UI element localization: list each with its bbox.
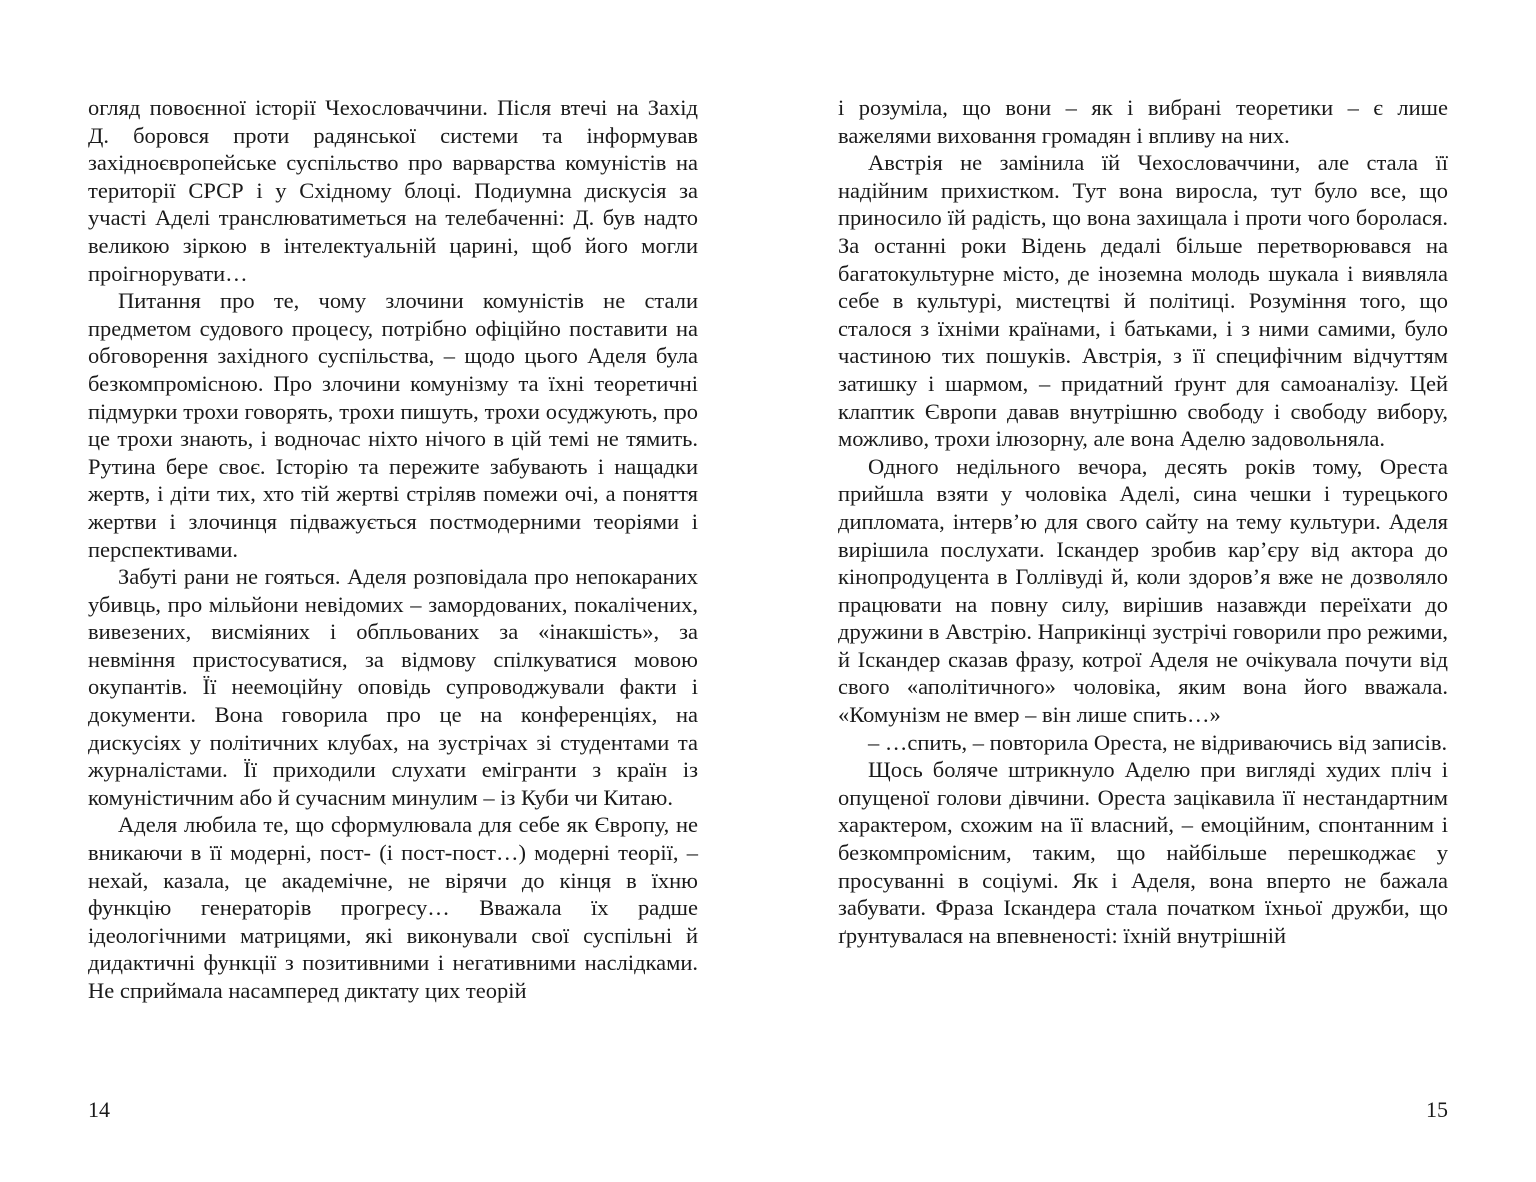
right-page-text [838, 94, 1448, 949]
right-paragraph-5: Щось боляче штрикнуло Аделю при вигляді худих пліч і опущеної голови дівчини. Ореста зацікавила її нестандартним характером, схожим на її власний, – емоційним, спонтанним і безкомпромісним, таким, що найбільше перешкоджає у просуванні в соціумі. Як і Аделя, вона вперто не бажала забувати. Фраза Іскандера стала початком їхньої дружби, що ґрунтувалася на впевненості: їхній внутрішній [838, 757, 1448, 948]
left-paragraph-2: Питання про те, чому злочини комуністів не стали предметом судового процесу, потрібно офіційно поставити на обговорення західного суспільства, – щодо цього Аделя була безкомпромісною. Про злочини комунізму та їхні теоретичні підмурки трохи говорять, трохи пишуть, трохи осуджують, про це трохи знають, і водночас ніхто нічого в цій темі не тямить. Рутина бере своє. Історію та пережите забувають і нащадки жертв, і діти тих, хто тій жертві стріляв помежи очі, а поняття жертви і злочинця підважується постмодерними теоріями і перспективами. [88, 288, 698, 562]
left-paragraph-1: огляд повоєнної історії Чехословаччини. Після втечі на Захід Д. боровся проти радянської системи та інформував західноєвропейське суспільство про варварства комуністів на території СРСР і у Східному блоці. Подиумна дискусія за участі Аделі транслюватиметься на телебаченні: Д. був надто великою зіркою в інтелектуальній царині, щоб його могли проігнорувати… [88, 95, 698, 286]
left-page-number: 14 [88, 1097, 110, 1122]
left-page-text [88, 94, 698, 1005]
left-paragraph-4: Аделя любила те, що сформулювала для себе як Європу, не вникаючи в її модерні, пост- (і пост-пост…) модерні теорії, – нехай, казала, це академічне, не вірячи до кінця в їхню функцію генераторів прогресу… Вважала їх радше ідеологічними матрицями, які виконували свої суспільні й дидактичні функції з позитивними і негативними наслідками. Не сприймала насамперед диктату цих теорій [88, 812, 698, 1003]
right-paragraph-1: і розуміла, що вони – як і вибрані теоретики – є лише важелями виховання громадян і впливу на них. [838, 95, 1448, 148]
right-paragraph-3: Одного недільного вечора, десять років тому, Ореста прийшла взяти у чоловіка Аделі, сина чешки і турецького дипломата, інтерв’ю для свого сайту на тему культури. Аделя вирішила послухати. Іскандер зробив кар’єру від актора до кінопродуцента в Голлівуді й, коли здоров’я вже не дозволяло працювати на повну силу, вирішив назавжди переїхати до дружини в Австрію. Наприкінці зустрічі говорили про режими, й Іскандер сказав фразу, котрої Аделя не очікувала почути від свого «аполітичного» чоловіка, яким вона його вважала. «Комунізм не вмер – він лише спить…» [838, 453, 1448, 728]
right-paragraph-2: Австрія не замінила їй Чехословаччини, але стала її надійним прихистком. Тут вона виросла, тут було все, що приносило їй радість, що вона захищала і проти чого боролася. За останні роки Відень дедалі більше перетворювався на багатокультурне місто, де іноземна молодь шукала і виявляла себе в культурі, мистецтві й політиці. Розуміння того, що сталося з їхніми країнами, і батьками, і з ними самими, було частиною тих пошуків. Австрія, з її специфічним відчуттям затишку і шармом, – придатний ґрунт для самоаналізу. Цей клаптик Європи давав внутрішню свободу і свободу вибору, можливо, трохи ілюзорну, але вона Аделю задовольняла. [838, 150, 1448, 452]
right-paragraph-4: – …спить, – повторила Ореста, не відриваючись від записів. [868, 729, 1448, 755]
left-paragraph-3: Забуті рани не гояться. Аделя розповідала про непокараних убивць, про мільйони невідомих – замордованих, покалічених, вивезених, висміяних і обпльованих за «інакшість», за невміння пристосуватися, за відмову спілкуватися мовою окупантів. Її неемоційну оповідь супроводжували факти і документи. Вона говорила про це на конференціях, на дискусіях у політичних клубах, на зустрічах зі студентами та журналістами. Її приходили слухати емігранти з країн із комуністичним або й сучасним минулим – із Куби чи Китаю. [88, 564, 698, 810]
right-page [838, 94, 1448, 1174]
right-page-number: 15 [1426, 1097, 1448, 1122]
left-page [88, 94, 698, 1174]
